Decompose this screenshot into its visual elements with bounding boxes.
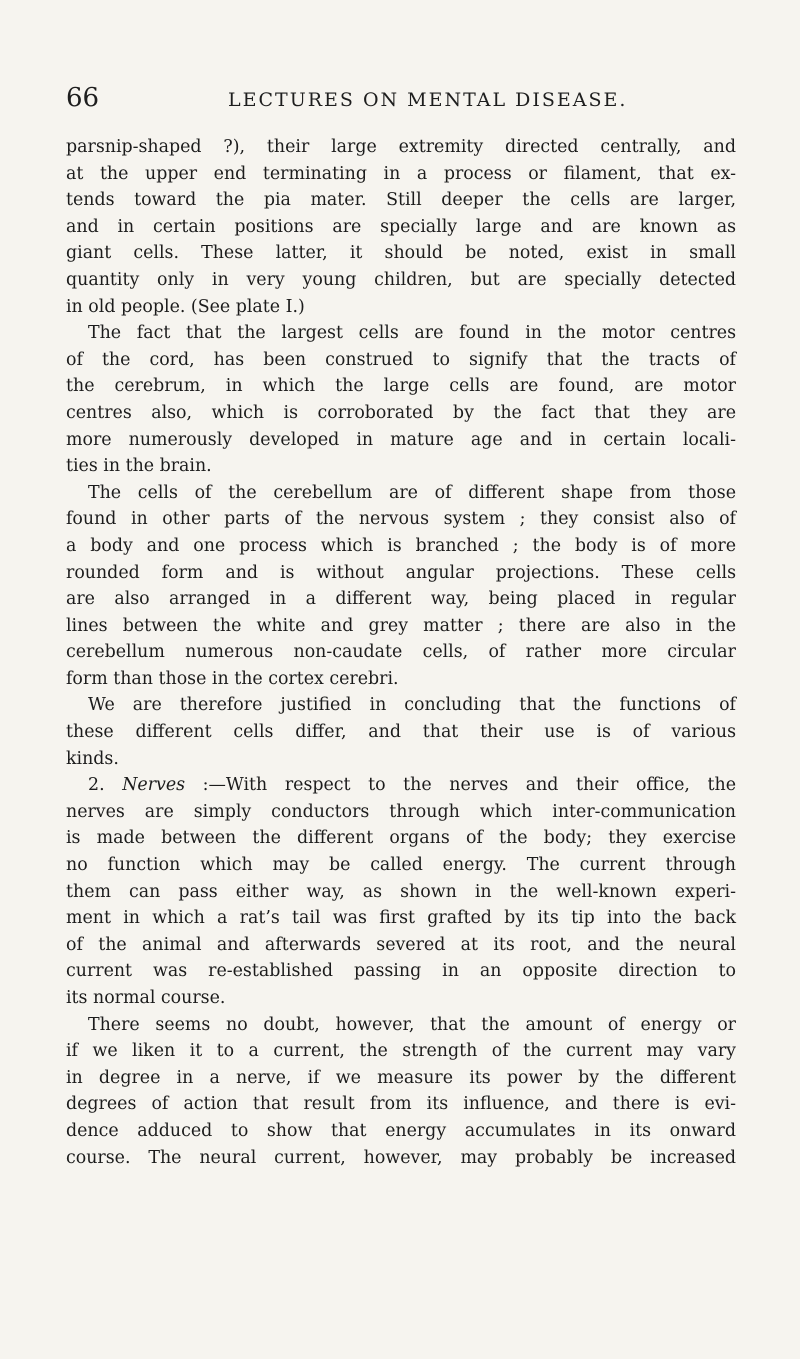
section-heading: Nerves (122, 775, 186, 796)
text-line: found in other parts of the nervous system ; they consist also of (66, 509, 736, 530)
text-line: are also arranged in a different way, being placed in regular (66, 589, 736, 610)
text-line: the cerebrum, in which the large cells are found, are motor (66, 376, 736, 397)
text-line: these different cells differ, and that their use is of various (66, 722, 736, 743)
text-line: The fact that the largest cells are found in the motor centres (88, 323, 736, 344)
text-line: a body and one process which is branched ; the body is of more (66, 535, 736, 556)
text-line: in old people. (See plate I.) (66, 296, 305, 317)
text-line: quantity only in very young children, but are specially detected (66, 269, 736, 290)
text-line: its normal course. (66, 988, 226, 1008)
text-line: more numerously developed in mature age and in certain locali- (66, 429, 736, 450)
text-line: degrees of action that result from its influence, and there is evi- (66, 1094, 736, 1115)
page-header (66, 78, 736, 118)
text-line: kinds. (66, 748, 119, 769)
text-line: of the cord, has been construed to signify that the tracts of (66, 349, 736, 370)
text-line: dence adduced to show that energy accumulates in its onward (66, 1120, 736, 1141)
text-line (66, 772, 736, 799)
text-line: We are therefore justified in concluding that the functions of (88, 695, 736, 716)
body-text (66, 134, 736, 1171)
running-title: LECTURES ON MENTAL DISEASE. (228, 89, 628, 111)
text-line: ties in the brain. (66, 456, 212, 477)
text-line: lines between the white and grey matter ; there are also in the (66, 615, 736, 636)
text-line: centres also, which is corroborated by the fact that they are (66, 402, 736, 423)
text-line: course. The neural current, however, may probably be increased (66, 1147, 736, 1168)
text-line: at the upper end terminating in a process or filament, that ex- (66, 163, 736, 184)
text-line: and in certain positions are specially large and are known as (66, 216, 736, 237)
text-line: form than those in the cortex cerebri. (66, 668, 399, 689)
text-line: cerebellum numerous non-caudate cells, of rather more circular (66, 642, 736, 663)
page-number: 66 (66, 83, 100, 113)
text-line: them can pass either way, as shown in the well-known experi- (66, 881, 736, 902)
text-line: if we liken it to a current, the strength of the current may vary (66, 1041, 736, 1062)
text-line: current was re-established passing in an opposite direction to (66, 961, 736, 982)
text-line: parsnip-shaped ?), their large extremity directed centrally, and (66, 137, 736, 157)
text-line: of the animal and afterwards severed at its root, and the neural (66, 934, 736, 955)
text-line: in degree in a nerve, if we measure its power by the different (66, 1067, 736, 1088)
text-line: tends toward the pia mater. Still deeper the cells are larger, (66, 190, 736, 211)
text-line: giant cells. These latter, it should be noted, exist in small (66, 243, 736, 264)
text-line: is made between the different organs of the body; they exercise (66, 828, 736, 849)
text-line: ment in which a rat’s tail was first grafted by its tip into the back (66, 908, 736, 929)
text-line: There seems no doubt, however, that the amount of energy or (88, 1014, 736, 1035)
text-line: no function which may be called energy. The current through (66, 855, 736, 876)
list-number: 2. (88, 775, 123, 796)
text-line: nerves are simply conductors through which inter-communication (66, 801, 736, 822)
text-line: rounded form and is without angular projections. These cells (66, 562, 736, 583)
line-text: :—With respect to the nerves and their office, the (185, 775, 736, 796)
text-line: The cells of the cerebellum are of different shape from those (88, 482, 736, 503)
